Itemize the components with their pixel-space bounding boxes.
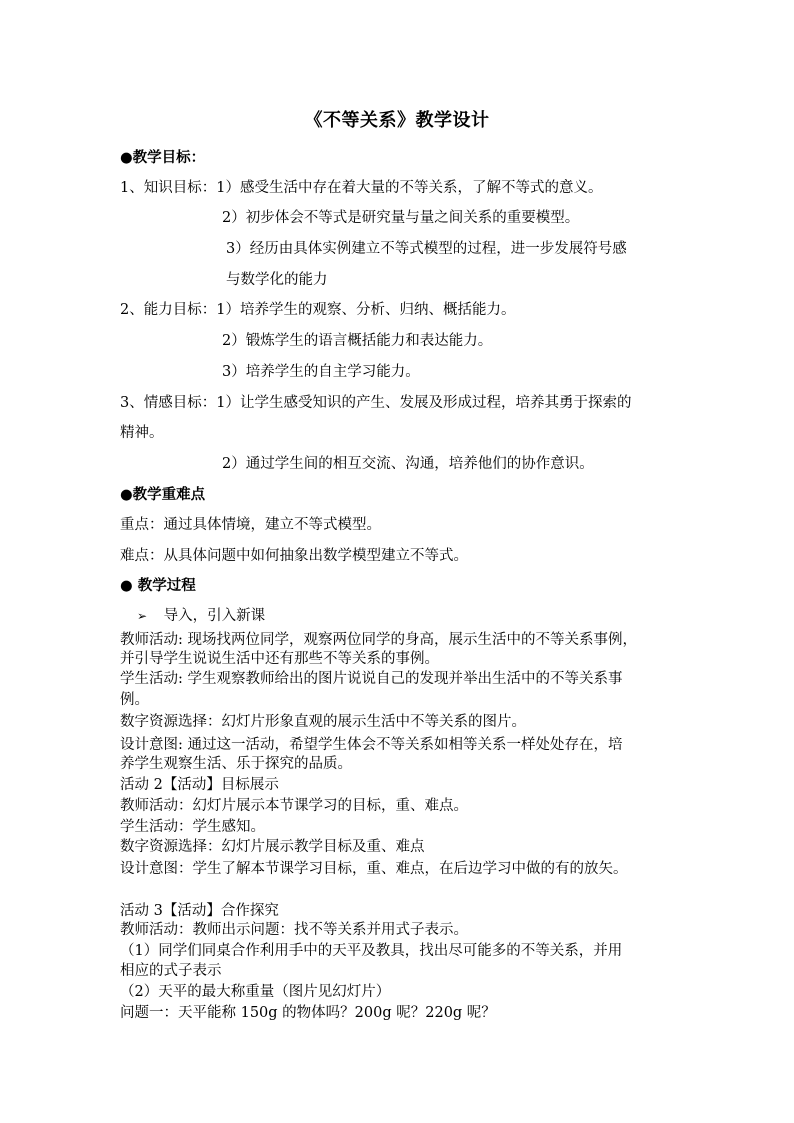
text-line: 1、知识目标：1）感受生活中存在着大量的不等关系，了解不等式的意义。: [120, 180, 603, 196]
text-line: 活动 3【活动】合作探究: [120, 903, 279, 919]
bullet-item: [137, 607, 265, 625]
text-line: （1）同学们同桌合作利用手中的天平及教具，找出尽可能多的不等关系，并用: [120, 943, 623, 959]
text-line: 设计意图: 通过这一活动，希望学生体会不等关系如相等关系一样处处存在，培: [120, 737, 623, 753]
text-line: 2、能力目标：1）培养学生的观察、分析、归纳、概括能力。: [120, 302, 516, 318]
text-line: 数字资源选择：幻灯片形象直观的展示生活中不等关系的图片。: [120, 714, 526, 730]
text-line: 2）初步体会不等式是研究量与量之间关系的重要模型。: [222, 210, 580, 226]
text-line: 学生活动：学生感知。: [120, 819, 265, 835]
text-line: （2）天平的最大称重量（图片见幻灯片）: [120, 984, 391, 1000]
section-heading-key-points: ●教学重难点: [120, 486, 206, 503]
text-line: 3）经历由具体实例建立不等式模型的过程，进一步发展符号感: [226, 241, 627, 257]
text-line: 精神。: [120, 425, 164, 441]
text-line: 重点：通过具体情境，建立不等式模型。: [120, 517, 381, 533]
text-line: 学生活动: 学生观察教师给出的图片说说自己的发现并举出生活中的不等关系事: [120, 671, 623, 687]
text-line: 活动 2【活动】目标展示: [120, 777, 279, 793]
text-line: 教师活动：教师出示问题：找不等关系并用式子表示。: [120, 922, 468, 938]
text-line: 例。: [120, 692, 149, 708]
bullet-text: 导入，引入新课: [163, 608, 266, 624]
text-line: 教师活动：幻灯片展示本节课学习的目标，重、难点。: [120, 798, 468, 814]
text-line: 问题一：天平能称 150g 的物体吗？200g 呢？220g 呢？: [120, 1005, 496, 1021]
text-line: 教师活动: 现场找两位同学，观察两位同学的身高，展示生活中的不等关系事例，: [120, 632, 637, 648]
text-line: 相应的式子表示: [120, 963, 222, 979]
text-line: 2）通过学生间的相互交流、沟通，培养他们的协作意识。: [222, 456, 594, 472]
section-heading-goals: ●教学目标：: [120, 149, 206, 166]
text-line: 并引导学生说说生活中还有那些不等关系的事例。: [120, 651, 439, 667]
text-line: 与数学化的能力: [226, 272, 328, 288]
text-line: 2）锻炼学生的语言概括能力和表达能力。: [222, 333, 493, 349]
text-line: 难点：从具体问题中如何抽象出数学模型建立不等式。: [120, 548, 468, 564]
text-line: 3）培养学生的自主学习能力。: [222, 364, 420, 380]
text-line: 设计意图：学生了解本节课学习目标，重、难点，在后边学习中做的有的放矢。: [120, 861, 628, 877]
text-line: 数字资源选择：幻灯片展示教学目标及重、难点: [120, 839, 425, 855]
text-line: 3、情感目标：1）让学生感受知识的产生、发展及形成过程，培养其勇于探索的: [120, 395, 632, 411]
text-line: 养学生观察生活、乐于探究的品质。: [120, 756, 352, 772]
arrow-bullet-icon: ➢: [137, 609, 148, 623]
page-title: 《不等关系》教学设计: [304, 110, 490, 131]
section-heading-process: ● 教学过程: [120, 577, 196, 594]
